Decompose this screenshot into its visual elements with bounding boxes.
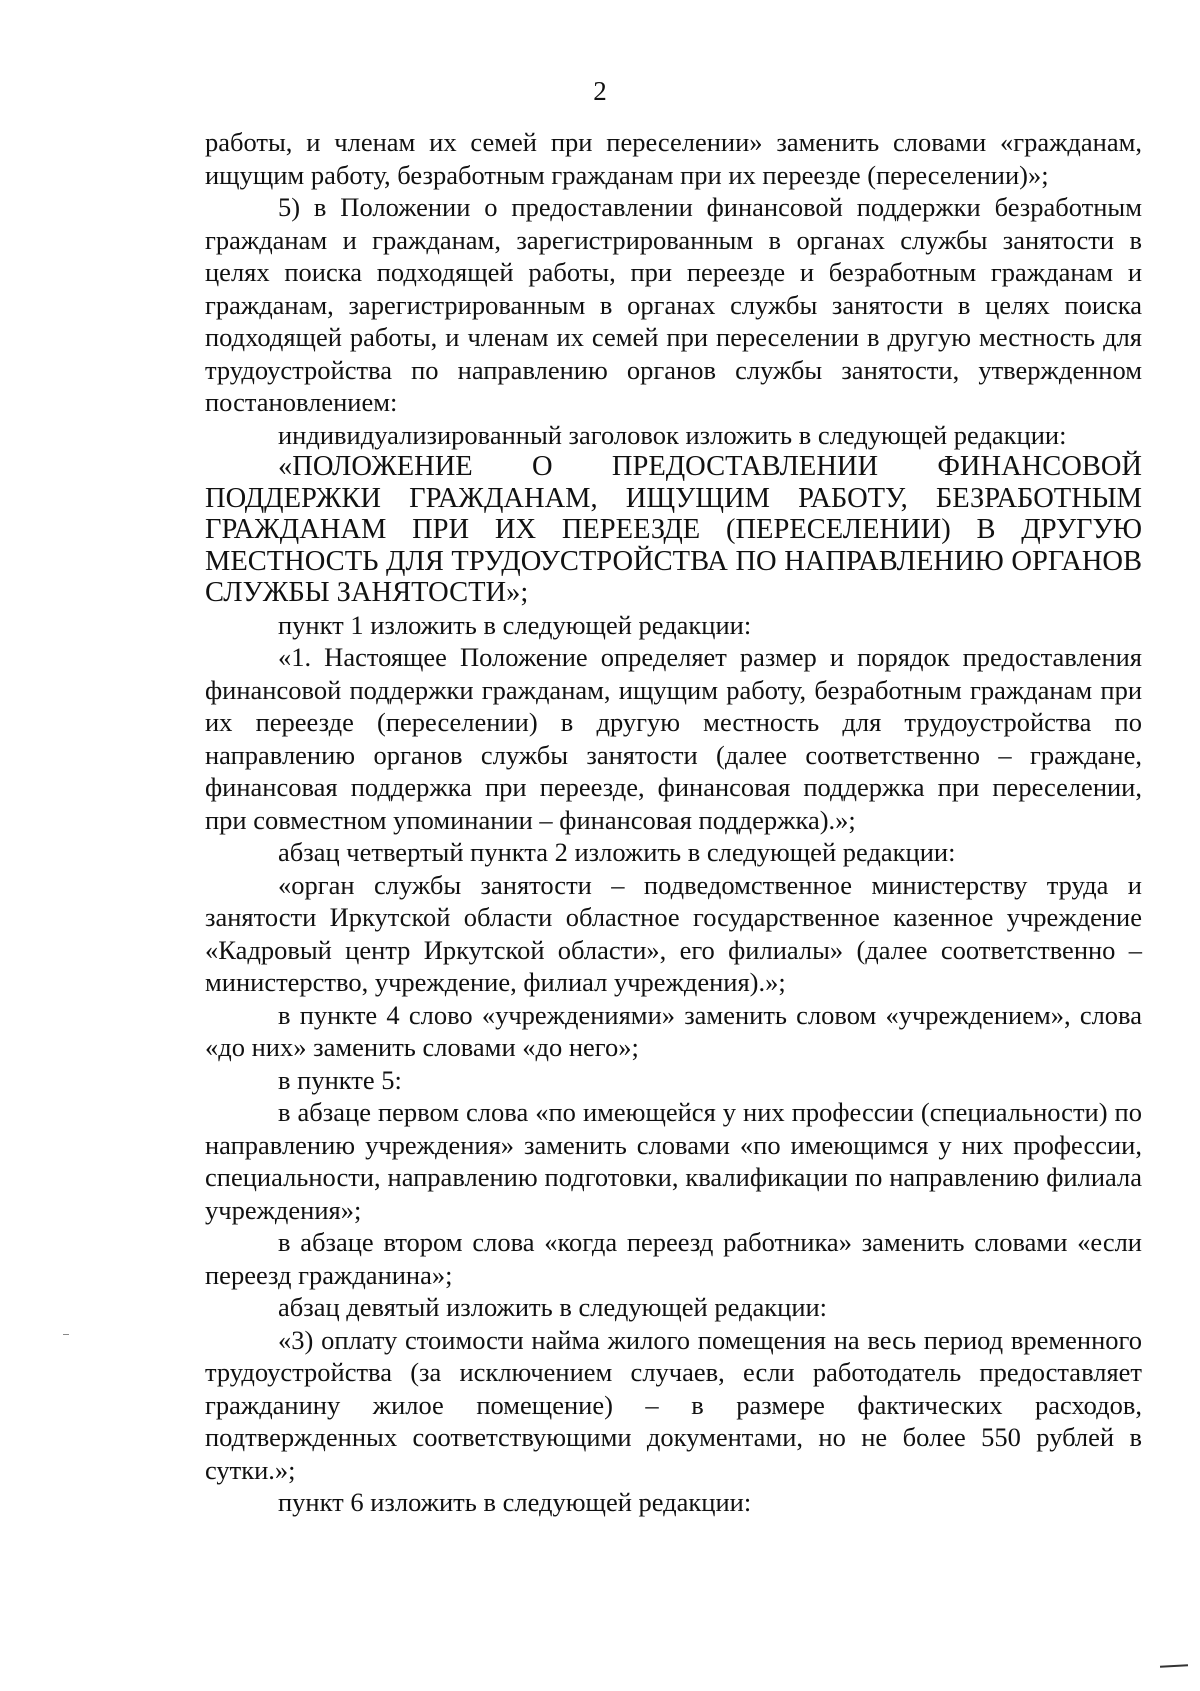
paragraph-point-2-text: «орган службы занятости – подведомственное министерству труда и занятости Иркутской области областное государственное казенное учреждение «Кадровый центр Иркутской области», его филиалы» (далее соответственно – министерство, учреждение, филиал учреждения).»; xyxy=(205,869,1142,997)
scan-mark-left xyxy=(63,1334,69,1335)
paragraph-item-5: 5) в Положении о предоставлении финансовой поддержки безработным гражданам и гражданам, зарегистрированным в органах службы занятости в целях поиска подходящей работы, при переезде и безработным гражданам и гражданам, зарегистрированным в органах службы занятости в целях поиска подходящей работы, и членам их семей при переселении в другую местность для трудоустройства по направлению органов службы занятости, утвержденном постановлением: xyxy=(205,192,1142,417)
paragraph-new-title: «ПОЛОЖЕНИЕ О ПРЕДОСТАВЛЕНИИ ФИНАНСОВОЙ ПОДДЕРЖКИ ГРАЖДАНАМ, ИЩУЩИМ РАБОТУ, БЕЗРАБОТНЫМ ГРАЖДАНАМ ПРИ ИХ ПЕРЕЕЗДЕ (ПЕРЕСЕЛЕНИИ) В ДРУГУЮ МЕСТНОСТЬ ДЛЯ ТРУДОУСТРОЙСТВА ПО НАПРАВЛЕНИЮ ОРГАНОВ СЛУЖБЫ ЗАНЯТОСТИ»; xyxy=(205,451,1142,608)
paragraph-point-4: в пункте 4 слово «учреждениями» заменить словом «учреждением», слова «до них» заменить словами «до него»; xyxy=(205,999,1142,1062)
paragraph-point-1-text: «1. Настоящее Положение определяет размер и порядок предоставления финансовой поддержки гражданам, ищущим работу, безработным гражданам при их переезде (переселении) в другую местность для трудоустройства по направлению органов службы занятости (далее соответственно – граждане, финансовая поддержка при переезде, финансовая поддержка при переселении, при совместном упоминании – финансовая поддержка).»; xyxy=(205,642,1142,835)
paragraph-point-5-intro: в пункте 5: xyxy=(278,1064,402,1095)
paragraph-point-6-instruction: пункт 6 изложить в следующей редакции: xyxy=(278,1487,752,1517)
paragraph-point-2-instruction: абзац четвертый пункта 2 изложить в следующей редакции: xyxy=(278,837,956,867)
paragraph-point-5-second: в абзаце втором слова «когда переезд работника» заменить словами «если переезд гражданина»; xyxy=(205,1227,1142,1290)
document-body xyxy=(205,126,1142,1519)
paragraph-point-5-ninth-instruction: абзац девятый изложить в следующей редакции: xyxy=(278,1292,828,1322)
paragraph-heading-instruction: индивидуализированный заголовок изложить в следующей редакции: xyxy=(278,419,1067,450)
paragraph-point-5-first: в абзаце первом слова «по имеющейся у них профессии (специальности) по направлению учреждения» заменить словами «по имеющимся у них профессии, специальности, направлению подготовки, квалификации по направлению филиала учреждения»; xyxy=(205,1097,1142,1225)
scan-mark-right xyxy=(1160,1664,1188,1667)
paragraph-continuation: работы, и членам их семей при переселении» заменить словами «гражданам, ищущим работу, безработным гражданам при их переезде (переселении)»; xyxy=(205,127,1142,190)
paragraph-point-5-ninth-text: «3) оплату стоимости найма жилого помещения на весь период временного трудоустройства (за исключением случаев, если работодатель предоставляет гражданину жилое помещение) – в размере фактических расходов, подтвержденных соответствующими документами, но не более 550 рублей в сутки.»; xyxy=(205,1324,1142,1485)
paragraph-point-1-instruction: пункт 1 изложить в следующей редакции: xyxy=(278,609,752,640)
page-number: 2 xyxy=(593,76,607,106)
